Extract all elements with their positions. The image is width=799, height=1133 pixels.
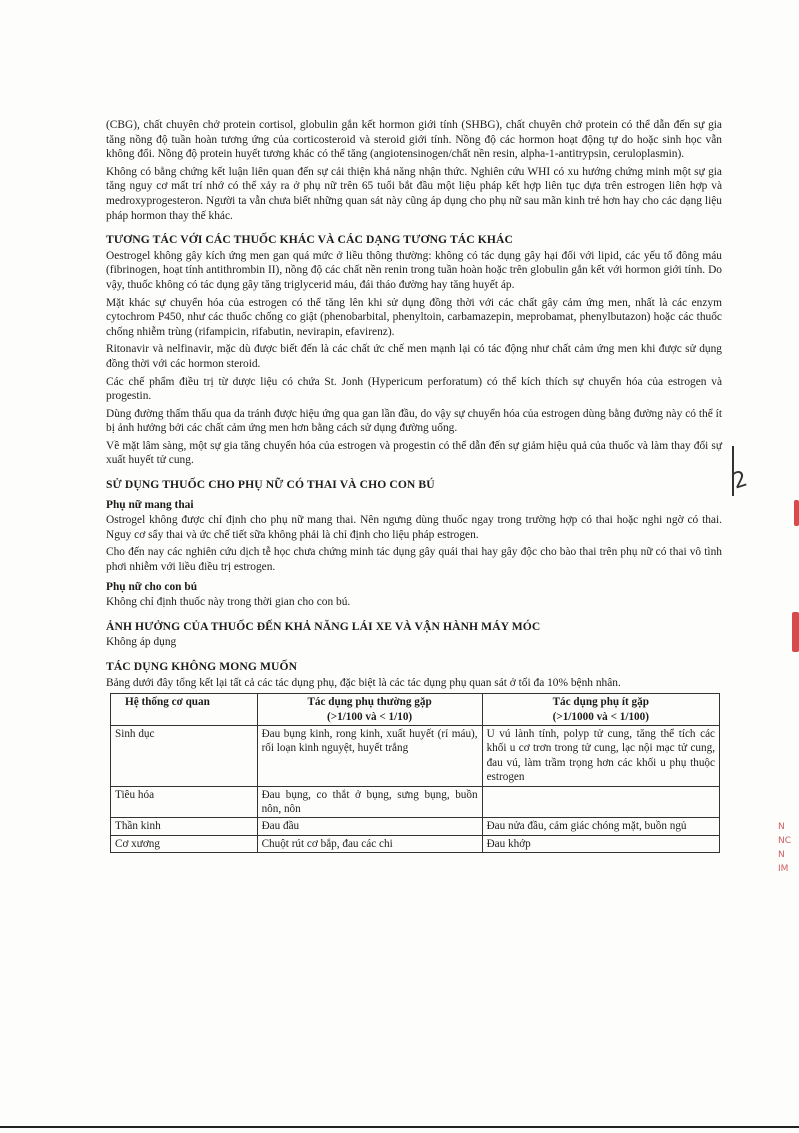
section-heading-adverse-effects: TÁC DỤNG KHÔNG MONG MUỐN xyxy=(106,660,298,673)
cell-organ: Thần kinh xyxy=(111,818,258,835)
subheading-breastfeeding: Phụ nữ cho con bú xyxy=(106,580,198,593)
cell-common: Đau đầu xyxy=(257,818,482,835)
header-uncommon-effects xyxy=(482,694,719,726)
cell-common: Chuột rút cơ bắp, đau các chi xyxy=(257,835,482,852)
cell-uncommon: Đau nửa đầu, cảm giác chóng mặt, buồn ngủ xyxy=(482,818,719,835)
cell-common: Đau bụng kinh, rong kinh, xuất huyết (rỉ máu), rối loạn kinh nguyệt, huyết trắng xyxy=(257,726,482,787)
cell-uncommon: Đau khớp xyxy=(482,835,719,852)
bottom-edge-line xyxy=(0,1126,799,1128)
paragraph: Oestrogel không gây kích ứng men gan quá mức ở liều thông thường: không có tác dụng gây hại đối với lipid, các yếu tố đông máu (fibrinogen, hoạt tính antithrombin II), nồng độ các chất nền renin trong tuần hoàn hoặc trên globulin gắn kết với hormon giới tính. Do vậy, thuốc không có tác dụng gây tăng triglycerid máu, đái tháo đường hay tăng huyết áp. xyxy=(106,249,722,291)
paragraph: Các chế phẩm điều trị từ dược liệu có chứa St. Jonh (Hypericum perforatum) có thể kích thích sự chuyển hóa của estrogen và progestin. xyxy=(106,375,722,403)
paragraph: Không áp dụng xyxy=(106,636,177,649)
stamp-fragment xyxy=(778,820,791,876)
paragraph: Ritonavir và nelfinavir, mặc dù được biết đến là các chất ức chế men mạnh lại có tác động như chất cảm ứng men khi được sử dụng đồng thời với các hormon steroid. xyxy=(106,343,722,370)
cell-organ: Sinh dục xyxy=(111,726,258,787)
stamp-fragment-line: IM xyxy=(778,864,789,874)
header-line: (>1/1000 và < 1/100) xyxy=(552,710,649,723)
cell-uncommon xyxy=(482,786,719,818)
section-heading-driving: ẢNH HƯỞNG CỦA THUỐC ĐẾN KHẢ NĂNG LÁI XE VÀ VẬN HÀNH MÁY MÓC xyxy=(106,619,541,633)
cell-organ: Tiêu hóa xyxy=(111,786,258,818)
table-row xyxy=(111,818,720,835)
cell-common: Đau bụng, co thắt ở bụng, sưng bụng, buồn nôn, nôn xyxy=(257,786,482,818)
header-organ-system: Hệ thống cơ quan xyxy=(111,694,258,726)
paragraph: Ostrogel không được chỉ định cho phụ nữ mang thai. Nên ngưng dùng thuốc ngay trong trường hợp có thai hoặc nghi ngờ có thai. Nguy cơ sẩy thai và ức chế tiết sữa không phải là chỉ định cho liệu pháp estrogen. xyxy=(106,514,722,541)
paragraph: Mặt khác sự chuyển hóa của estrogen có thể tăng lên khi sử dụng đồng thời với các chất gây cảm ứng men, nhất là các enzym cytochrom P450, như các thuốc chống co giật (phenobarbital, phenyltoin, carbamazepin, meprobamat, phenylbutazon) hoặc các thuốc chống nhiễm trùng (rifampicin, rifabutin, nevirapin, efavirenz). xyxy=(106,296,722,338)
stamp-fragment-line: N xyxy=(778,822,785,832)
section-heading-interactions: TƯƠNG TÁC VỚI CÁC THUỐC KHÁC VÀ CÁC DẠNG TƯƠNG TÁC KHÁC xyxy=(106,233,513,247)
paragraph: Về mặt lâm sàng, một sự gia tăng chuyển hóa của estrogen và progestin có thể dẫn đến sự giảm hiệu quả của thuốc và làm thay đổi sự xuất huyết tử cung. xyxy=(106,439,722,467)
red-stamp-mark xyxy=(794,500,799,526)
stamp-fragment-line: N xyxy=(778,850,785,860)
header-line: Tác dụng phụ thường gặp xyxy=(307,696,432,709)
adverse-effects-table xyxy=(110,693,720,853)
header-line: Tác dụng phụ ít gặp xyxy=(552,696,649,709)
margin-scribble: 2 xyxy=(729,466,751,495)
paragraph: Dùng đường thấm thấu qua da tránh được hiệu ứng qua gan lần đầu, do vậy sự chuyển hóa của estrogen dùng bằng đường này có thể ít bị ảnh hưởng bởi các chất cảm ứng men hơn bằng cách sử dụng đường uống. xyxy=(106,407,722,435)
paragraph: (CBG), chất chuyên chở protein cortisol, globulin gắn kết hormon giới tính (SHBG), chất chuyên chở protein có thể dẫn đến sự gia tăng nồng độ tuần hoàn tương ứng của corticosteroid và steroid giới tính. Nồng độ các hormon hoạt động tự do hoặc sinh học vẫn không đổi. Nồng độ protein huyết tương khác có thể tăng (angiotensinogen/chất nền resin, alpha-1-antitrypsin, ceruloplasmin). xyxy=(106,119,722,161)
stamp-fragment-line: NC xyxy=(778,836,792,846)
table-row xyxy=(111,835,720,852)
header-common-effects xyxy=(257,694,482,726)
section-heading-pregnancy: SỬ DỤNG THUỐC CHO PHỤ NỮ CÓ THAI VÀ CHO CON BÚ xyxy=(106,478,435,492)
paragraph: Không chỉ định thuốc này trong thời gian cho con bú. xyxy=(106,596,351,609)
document-page xyxy=(106,118,722,853)
table-row xyxy=(111,726,720,787)
paragraph: Bảng dưới đây tổng kết lại tất cả các tác dụng phụ, đặc biệt là các tác dụng phụ quan sát ở tối đa 10% bệnh nhân. xyxy=(106,676,621,689)
cell-uncommon: U vú lành tính, polyp tử cung, tăng thể tích các khối u cơ trơn trong tử cung, lạc nội mạc tử cung, đau vú, làm trầm trọng hơn các khối u phụ thuộc estrogen xyxy=(482,726,719,787)
subheading-pregnant: Phụ nữ mang thai xyxy=(106,498,194,511)
paragraph: Cho đến nay các nghiên cứu dịch tễ học chưa chứng minh tác dụng gây quái thai hay gây độc cho bào thai trên phụ nữ có thai vô tình phơi nhiễm với liều điều trị estrogen. xyxy=(106,546,722,574)
red-stamp-mark xyxy=(792,612,799,652)
table-row xyxy=(111,786,720,818)
cell-organ: Cơ xương xyxy=(111,835,258,852)
paragraph: Không có bằng chứng kết luận liên quan đến sự cải thiện khả năng nhận thức. Nghiên cứu WHI có xu hướng chứng minh một sự gia tăng nguy cơ mất trí nhớ có thể xảy ra ở phụ nữ trên 65 tuổi bắt đầu một liệu pháp kết hợp liên tục dựa trên estrogen liên hợp và medroxyprogesteron. Người ta vẫn chưa biết những quan sát này cũng áp dụng cho phụ nữ sau mãn kinh trẻ hơn hay cho các dạng liệu pháp hormon thay thế khác. xyxy=(106,165,722,222)
table-header-row xyxy=(111,694,720,726)
header-line: (>1/100 và < 1/10) xyxy=(326,710,413,723)
